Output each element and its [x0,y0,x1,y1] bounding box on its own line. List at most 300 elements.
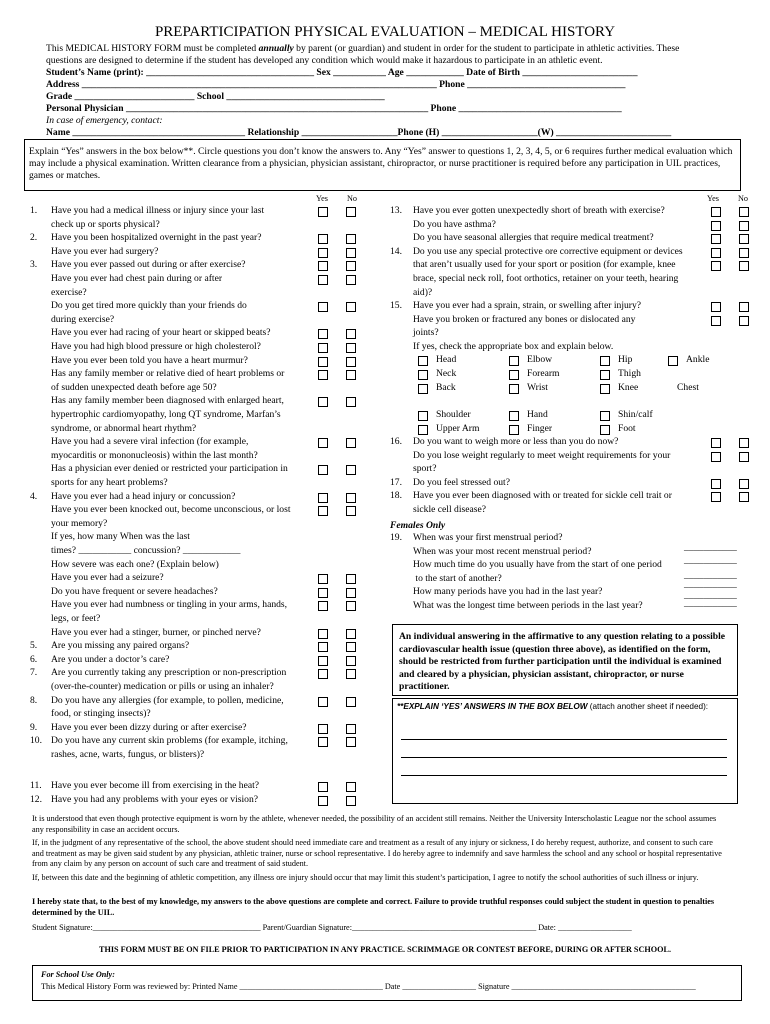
checkbox[interactable] [318,506,328,516]
checkbox[interactable] [600,411,610,421]
checkbox[interactable] [318,302,328,312]
question-text: If yes, how many When was the last [51,531,190,543]
question-text: Have you ever been knocked out, become unconscious, or lost [51,504,291,516]
question-text: check up or sports physical? [51,218,160,230]
checkbox[interactable] [418,411,428,421]
question-text: your memory? [51,517,108,529]
checkbox[interactable] [739,248,749,258]
emergency-contact-field[interactable]: Name ____________________________________ Relationship ____________________Phone (H) ____________________(W) ________________________ [46,127,672,138]
checkbox[interactable] [346,669,356,679]
liability-paragraph: It is understood that even though protective equipment is worn by the athlete, whenever needed, the possibility of an accident still remains. Neither the University Interscholastic League nor the school assumes any responsibility in case an accident occurs. [32,814,717,834]
question-text: Have you ever had a seizure? [51,572,164,584]
question-text: Have you ever passed out during or after exercise? [51,259,246,271]
checkbox[interactable] [418,370,428,380]
school-use-box [32,965,742,1001]
checkbox[interactable] [668,356,678,366]
body-part-label: Shin/calf [618,409,653,420]
question-row [30,287,87,300]
question-number: 16. [390,436,402,447]
checkbox[interactable] [711,452,721,462]
question-text: Have you ever been told you have a heart murmur? [51,354,248,366]
body-part-label: Chest [677,382,699,393]
question-row [30,586,218,599]
checkbox[interactable] [600,370,610,380]
question-row [30,300,247,313]
answer-blank[interactable]: ___________ [684,579,737,590]
notify-paragraph: If, between this date and the beginning of athletic competition, any illness ore injury should occur that may limit this student’s participation, I agree to notify the school authorities of such illness or injury. [32,873,699,882]
checkbox[interactable] [739,234,749,244]
question-text: When was your most recent menstrual period? [413,545,592,557]
no-header: No [738,194,749,203]
question-row [30,314,114,327]
question-text: Do you have frequent or severe headaches? [51,585,218,597]
question-row [30,735,288,748]
checkbox[interactable] [346,370,356,380]
question-text: Have you had any problems with your eyes or vision? [51,793,259,805]
checkbox[interactable] [346,465,356,475]
question-row [390,259,676,272]
explain-label [397,702,708,713]
question-text: brace, special neck roll, foot orthotics, retainer on your teeth, hearing [413,273,679,284]
grade-school-field[interactable]: Grade _________________________ School _________________________________ [46,91,385,102]
intro-line-1 [46,43,679,55]
question-row [390,600,643,613]
checkbox[interactable] [318,574,328,584]
question-row [30,518,107,531]
question-row [30,436,248,449]
question-row [390,327,439,340]
checkbox[interactable] [318,248,328,258]
checkbox[interactable] [318,465,328,475]
answer-blank[interactable]: ___________ [684,555,737,566]
checkbox[interactable] [346,261,356,271]
question-text: Has a physician ever denied or restricted your participation in [51,463,288,475]
body-part-label: Wrist [527,382,548,393]
question-text: How many periods have you had in the last year? [413,586,603,598]
question-text: Do you lose weight regularly to meet weight requirements for your [413,449,671,461]
question-text: sports for any heart problems? [51,477,168,488]
checkbox[interactable] [711,479,721,489]
question-row [30,667,286,680]
checkbox[interactable] [346,207,356,217]
question-row [390,341,613,354]
question-text: How much time do you usually have from the start of one period [413,559,662,571]
consent-paragraph: If, in the judgment of any representative of the school, the above student should need immediate care and treatment as a result of any injury or sickness, I do hereby request, authorize, and consent to such care and treatment as may be given said student by any physician, athletic trainer, nurse or school representative. I do hereby agree to indemnify and save harmless the school and any school or hospital representative from any claim by any person on account of such care and treatment of said student. [32,838,722,868]
question-text: sickle cell disease? [413,504,486,515]
checkbox[interactable] [346,357,356,367]
question-row [30,749,204,762]
question-row [390,450,670,463]
question-text: (over-the-counter) medication or pills or using an inhaler? [51,681,274,692]
question-text: times? ___________ concussion? ____________ [51,545,241,556]
checkbox[interactable] [346,588,356,598]
school-use-label: For School Use Only: [41,970,115,979]
question-number: 2. [30,232,38,244]
explain-line[interactable] [401,739,727,740]
checkbox[interactable] [318,601,328,611]
checkbox[interactable] [318,642,328,652]
intro-text: This MEDICAL HISTORY FORM must be completed [46,43,259,54]
question-row [30,613,100,626]
question-text: legs, or feet? [51,613,101,624]
checkbox[interactable] [318,669,328,679]
question-text: exercise? [51,286,87,298]
question-number: 10. [30,735,42,747]
question-row [390,532,562,545]
checkbox[interactable] [318,343,328,353]
signature-line[interactable]: Student Signature:_________________________________________ Parent/Guardian Signature:_____________________________________________ Date: __________________ [32,923,632,932]
question-text: Are you under a doctor’s care? [51,653,170,665]
checkbox[interactable] [318,357,328,367]
question-row [30,205,264,218]
checkbox[interactable] [318,782,328,792]
body-part-label: Thigh [618,368,641,379]
checkbox[interactable] [739,261,749,271]
checkbox[interactable] [318,724,328,734]
question-number: 11. [30,780,42,792]
checkbox[interactable] [346,782,356,792]
question-text: rashes, acne, warts, fungus, or blisters)? [51,749,205,760]
question-text: If yes, check the appropriate box and explain below. [413,341,614,352]
question-row [30,246,158,259]
checkbox[interactable] [739,302,749,312]
question-row [30,382,217,395]
question-text: Have you broken or fractured any bones or dislocated any [413,313,636,325]
question-number: 6. [30,653,38,665]
checkbox[interactable] [711,302,721,312]
question-text: myocarditis or mononucleosis) within the last month? [51,449,258,461]
question-row [30,232,261,245]
checkbox[interactable] [318,629,328,639]
question-number: 7. [30,667,38,679]
checkbox[interactable] [711,261,721,271]
question-text: How severe was each one? (Explain below) [51,558,219,570]
question-row [30,368,284,381]
emergency-label: In case of emergency, contact: [46,115,163,126]
checkbox[interactable] [600,384,610,394]
question-number: 5. [30,640,38,652]
checkbox[interactable] [318,438,328,448]
question-row [30,531,190,544]
question-row [390,559,662,572]
checkbox[interactable] [739,316,749,326]
yes-header: Yes [707,194,719,203]
question-number: 4. [30,490,38,502]
question-row [390,573,502,586]
question-text: food, or stinging insects)? [51,708,151,720]
question-number: 9. [30,721,38,733]
question-number: 3. [30,259,38,271]
question-text: during exercise? [51,313,115,325]
checkbox[interactable] [346,234,356,244]
question-row [390,205,665,218]
females-only-heading: Females Only [390,520,446,531]
question-text: Do you have any current skin problems (for example, itching, [51,735,288,747]
explain-box [392,698,738,804]
checkbox[interactable] [346,697,356,707]
question-number: 13. [390,205,402,216]
question-text: Are you missing any paired organs? [51,640,190,652]
question-row [30,463,288,476]
question-row [30,559,219,572]
checkbox[interactable] [346,493,356,503]
checkbox[interactable] [739,438,749,448]
question-row [30,794,258,807]
checkbox[interactable] [509,384,519,394]
question-text: What was the longest time between periods in the last year? [413,600,643,611]
question-row [390,436,618,449]
question-text: Do you want to weigh more or less than you do now? [413,436,619,447]
checkbox[interactable] [509,356,519,366]
question-row [30,355,248,368]
explain-line[interactable] [401,757,727,758]
question-text: Do you have any allergies (for example, to pollen, medicine, [51,694,284,706]
checkbox[interactable] [711,221,721,231]
attestation-paragraph: I hereby state that, to the best of my knowledge, my answers to the above questions are complete and correct. Failure to provide truthful responses could subject the student in question to penalties determined by the UIL. [32,897,715,917]
question-text: Have you had a severe viral infection (for example, [51,436,249,448]
body-part-label: Elbow [527,354,553,365]
checkbox[interactable] [346,329,356,339]
body-part-label: Ankle [686,354,710,365]
question-row [30,640,189,653]
intro-line-2: questions are designed to determine if the student has developed any condition which would make it hazardous to participate in an athletic event. [46,55,603,66]
checkbox[interactable] [739,479,749,489]
question-text: Have you had high blood pressure or high cholesterol? [51,341,261,352]
question-number: 8. [30,694,38,706]
checkbox[interactable] [318,370,328,380]
body-part-label: Neck [436,368,457,379]
question-text: joints? [413,327,439,339]
instructions-box [24,139,741,191]
question-row [30,599,287,612]
question-text: Have you ever had chest pain during or after [51,273,223,284]
question-row [30,627,261,640]
checkbox[interactable] [346,796,356,806]
checkbox[interactable] [418,425,428,435]
question-row [390,246,683,259]
checkbox[interactable] [346,343,356,353]
checkbox[interactable] [318,397,328,407]
question-row [30,695,284,708]
question-row [30,327,271,340]
question-text: Have you ever had a sprain, strain, or swelling after injury? [413,300,642,312]
explain-label-bold: **EXPLAIN ‘YES’ ANSWERS IN THE BOX BELOW [397,702,588,711]
question-row [390,546,592,559]
checkbox[interactable] [346,642,356,652]
question-text: Do you feel stressed out? [413,476,510,488]
on-file-notice: THIS FORM MUST BE ON FILE PRIOR TO PARTICIPATION IN ANY PRACTICE. SCRIMMAGE OR CONTEST BEFORE, DURING OR AFTER SCHOOL. [99,945,671,954]
question-text: that aren’t usually used for your sport or position (for example, knee [413,259,676,271]
explain-label-rest: (attach another sheet if needed): [587,702,709,711]
body-part-label: Head [436,354,457,365]
question-row [390,219,496,232]
body-part-label: Foot [618,423,636,434]
student-info-field[interactable]: Student’s Name (print): ___________________________________ Sex ___________ Age ____________ Date of Birth ________________________ [46,67,638,78]
checkbox[interactable] [739,492,749,502]
checkbox[interactable] [318,697,328,707]
question-row [30,477,168,490]
question-text: Have you ever been dizzy during or after exercise? [51,721,247,733]
body-part-label: Hand [527,409,548,420]
explain-line[interactable] [401,775,727,776]
checkbox[interactable] [318,207,328,217]
question-row [30,409,281,422]
question-row [30,450,258,463]
checkbox[interactable] [346,275,356,285]
body-part-label: Knee [618,382,639,393]
question-text: sport? [413,463,437,475]
address-field[interactable]: Address __________________________________________________________________________ Phone _________________________________ [46,79,626,90]
checkbox[interactable] [346,737,356,747]
question-row [30,504,291,517]
question-row [30,763,51,776]
question-row [30,545,240,558]
intro-emphasis: annually [258,43,294,54]
question-text: Do you have seasonal allergies that require medical treatment? [413,232,654,244]
checkbox[interactable] [711,316,721,326]
question-row [390,314,635,327]
instructions-text: Explain “Yes” answers in the box below**. Circle questions you don’t know the answers to. Any “Yes” answer to questions 1, 2, 3, 4, 5, or 6 requires further medical evaluation which may include a physical examination. Written clearance from a physician, physician assistant, chiropractor, or nurse practitioner is required before any participation in UIL practices, games or matches. [29,146,733,181]
question-text: Have you ever gotten unexpectedly short of breath with exercise? [413,205,665,216]
checkbox[interactable] [600,425,610,435]
question-number: 18. [390,490,402,502]
checkbox[interactable] [346,629,356,639]
question-row [30,273,222,286]
question-row [390,287,432,300]
question-text: Do you have asthma? [413,218,496,230]
question-text: Has any family member been diagnosed with enlarged heart, [51,395,284,407]
body-part-label: Back [436,382,456,393]
checkbox[interactable] [318,656,328,666]
question-text: Have you ever had numbness or tingling in your arms, hands, [51,599,288,611]
page-title: PREPARTICIPATION PHYSICAL EVALUATION – MEDICAL HISTORY [154,24,616,40]
question-row [390,490,672,503]
question-text: Have you ever had a stinger, burner, or pinched nerve? [51,626,261,638]
body-part-label: Finger [527,423,553,434]
question-text: Do you get tired more quickly than your friends do [51,300,247,312]
question-text: Have you ever had racing of your heart or skipped beats? [51,327,271,339]
checkbox[interactable] [600,356,610,366]
question-number: 12. [30,793,42,805]
question-text: Are you currently taking any prescription or non-prescription [51,667,287,679]
answer-blank[interactable]: ___________ [684,590,737,601]
body-part-label: Shoulder [436,409,471,420]
checkbox[interactable] [711,234,721,244]
checkbox[interactable] [318,588,328,598]
checkbox[interactable] [739,452,749,462]
body-part-label: Upper Arm [436,423,480,434]
checkbox[interactable] [711,248,721,258]
checkbox[interactable] [346,506,356,516]
question-row [390,477,510,490]
question-text: Have you ever had surgery? [51,245,159,257]
question-row [390,463,436,476]
question-text: Have you been hospitalized overnight in the past year? [51,232,262,244]
question-row [30,654,169,667]
question-text: Have you ever become ill from exercising in the heat? [51,780,260,792]
question-row [30,395,284,408]
checkbox[interactable] [318,275,328,285]
yes-header: Yes [316,194,328,203]
checkbox[interactable] [346,248,356,258]
school-use-review-line[interactable]: This Medical History Form was reviewed by: Printed Name ___________________________________ Date __________________ Signature _____________________________________________ [41,982,696,991]
checkbox[interactable] [318,737,328,747]
checkbox[interactable] [711,492,721,502]
cardiac-note-box [392,624,738,696]
body-part-label: Hip [618,354,633,365]
question-text: Have you ever had a head injury or concussion? [51,490,236,502]
question-text: Has any family member or relative died of heart problems or [51,368,285,380]
answer-blank[interactable]: ___________ [684,542,737,553]
checkbox[interactable] [318,261,328,271]
question-number: 14. [390,245,402,257]
checkbox[interactable] [318,796,328,806]
checkbox[interactable] [711,438,721,448]
question-number: 17. [390,476,402,488]
question-row [30,708,151,721]
checkbox[interactable] [418,356,428,366]
checkbox[interactable] [418,384,428,394]
checkbox[interactable] [318,493,328,503]
question-text: Have you had a medical illness or injury since your last [51,205,265,216]
question-text: Have you ever been diagnosed with or treated for sickle cell trait or [413,490,672,502]
checkbox[interactable] [318,329,328,339]
question-number: 1. [30,205,38,216]
question-row [30,219,160,232]
checkbox[interactable] [346,438,356,448]
checkbox[interactable] [318,234,328,244]
checkbox[interactable] [739,221,749,231]
question-row [390,504,486,517]
question-row [390,300,641,313]
question-row [390,273,678,286]
intro-text: by parent (or guardian) and student in order for the student to participate in athletic activities. These [293,43,680,54]
checkbox[interactable] [346,724,356,734]
question-text: to the start of another? [413,572,502,584]
checkbox[interactable] [509,411,519,421]
question-text: Do you use any special protective ore corrective equipment or devices [413,245,683,257]
checkbox[interactable] [346,656,356,666]
question-row [390,232,654,245]
question-number: 19. [390,532,402,543]
question-row [30,572,164,585]
no-header: No [347,194,358,203]
answer-blank[interactable]: ___________ [684,598,737,609]
checkbox[interactable] [711,207,721,217]
answer-blank[interactable]: ___________ [684,570,737,581]
checkbox[interactable] [739,207,749,217]
question-text: of sudden unexpected death before age 50? [51,381,217,393]
question-row [30,259,245,272]
checkbox[interactable] [509,370,519,380]
question-row [30,780,259,793]
cardiac-note-text: An individual answering in the affirmative to any question relating to a possible cardiovascular health issue (question three above), as identified on the form, should be restricted from further participation until the individual is examined and cleared by a physician, physician assistant, chiropractor, or nurse practitioner. [399,631,726,693]
checkbox[interactable] [509,425,519,435]
question-row [30,423,196,436]
checkbox[interactable] [346,601,356,611]
question-row [30,491,235,504]
question-text: When was your first menstrual period? [413,532,563,543]
question-row [30,722,247,735]
checkbox[interactable] [346,397,356,407]
physician-field[interactable]: Personal Physician _______________________________________________________________ Phone __________________________________ [46,103,622,114]
checkbox[interactable] [346,574,356,584]
question-text: hypertrophic cardiomyopathy, long QT syndrome, Marfan’s [51,409,281,420]
question-row [30,341,261,354]
question-text: syndrome, or abnormal heart rhythm? [51,422,197,434]
body-part-label: Forearm [527,368,560,379]
checkbox[interactable] [346,302,356,312]
